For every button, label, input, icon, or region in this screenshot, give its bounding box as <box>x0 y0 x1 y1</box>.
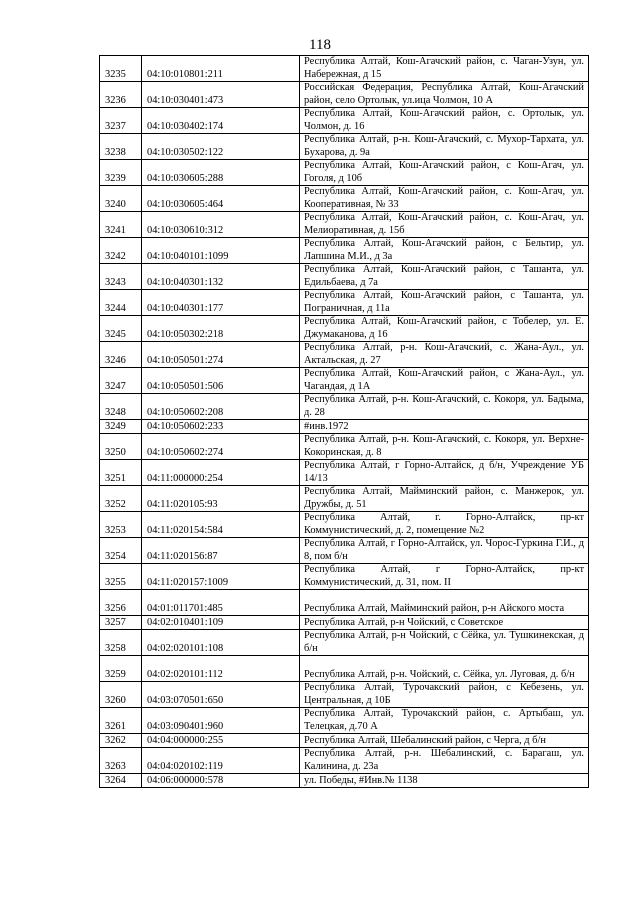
cadastral-number: 04:02:020101:112 <box>142 656 300 682</box>
row-number: 3248 <box>100 394 142 420</box>
table-row <box>100 682 589 708</box>
table-row <box>100 368 589 394</box>
row-number: 3250 <box>100 434 142 460</box>
row-number: 3260 <box>100 682 142 708</box>
address-cell: Республика Алтай, Майминский район, р-н Айского моста <box>300 590 589 616</box>
address-cell: Республика Алтай, р-н. Кош-Агачский, с. Мухор-Тархата, ул. Бухарова, д. 9а <box>300 134 589 160</box>
row-number: 3235 <box>100 56 142 82</box>
row-number: 3247 <box>100 368 142 394</box>
address-cell: Республика Алтай, Кош-Агачский район, с Жана-Аул., ул. Чагандая, д 1А <box>300 368 589 394</box>
cadastral-number: 04:10:050602:208 <box>142 394 300 420</box>
address-cell: ул. Победы, #Инв.№ 1138 <box>300 774 589 788</box>
row-number: 3251 <box>100 460 142 486</box>
row-number: 3258 <box>100 630 142 656</box>
row-number: 3246 <box>100 342 142 368</box>
cadastral-number: 04:10:030502:122 <box>142 134 300 160</box>
row-number: 3259 <box>100 656 142 682</box>
page-number: 118 <box>309 37 331 53</box>
cadastral-number: 04:10:040101:1099 <box>142 238 300 264</box>
address-cell: Республика Алтай, Кош-Агачский район, с Тобелер, ул. Е. Джумаканова, д 16 <box>300 316 589 342</box>
address-cell: Республика Алтай, Кош-Агачский район, с Кош-Агач, ул. Гоголя, д 10б <box>300 160 589 186</box>
address-cell: Республика Алтай, р-н. Кош-Агачский, с. Кокоря, ул. Бадыма, д. 28 <box>300 394 589 420</box>
cadastral-number: 04:01:011701:485 <box>142 590 300 616</box>
address-cell: Республика Алтай, г Горно-Алтайск, д б/н, Учреждение УБ 14/13 <box>300 460 589 486</box>
cadastral-number: 04:03:090401:960 <box>142 708 300 734</box>
table-row <box>100 538 589 564</box>
address-cell: Республика Алтай, р-н Чойский, с Сёйка, ул. Тушкинекская, д б/н <box>300 630 589 656</box>
cadastral-number: 04:11:020156:87 <box>142 538 300 564</box>
address-cell: Республика Алтай, р-н. Кош-Агачский, с. Жана-Аул., ул. Актальская, д. 27 <box>300 342 589 368</box>
table-row <box>100 420 589 434</box>
table-row <box>100 590 589 616</box>
row-number: 3253 <box>100 512 142 538</box>
address-cell: Республика Алтай, г Горно-Алтайск, пр-кт Коммунистический, д. 31, пом. II <box>300 564 589 590</box>
row-number: 3238 <box>100 134 142 160</box>
property-table-body <box>100 56 589 788</box>
row-number: 3255 <box>100 564 142 590</box>
address-cell: Республика Алтай, Шебалинский район, с Черга, д б/н <box>300 734 589 748</box>
cadastral-number: 04:02:020101:108 <box>142 630 300 656</box>
table-row <box>100 290 589 316</box>
row-number: 3263 <box>100 748 142 774</box>
row-number: 3249 <box>100 420 142 434</box>
cadastral-number: 04:11:020157:1009 <box>142 564 300 590</box>
cadastral-number: 04:11:000000:254 <box>142 460 300 486</box>
table-row <box>100 656 589 682</box>
address-cell: Республика Алтай, Кош-Агачский район, с. Кош-Агач, ул. Мелиоративная, д. 15б <box>300 212 589 238</box>
table-row <box>100 342 589 368</box>
table-row <box>100 564 589 590</box>
address-cell: Республика Алтай, Кош-Агачский район, с Бельтир, ул. Лапшина М.И., д 3а <box>300 238 589 264</box>
row-number: 3243 <box>100 264 142 290</box>
table-row <box>100 630 589 656</box>
row-number: 3237 <box>100 108 142 134</box>
cadastral-number: 04:10:050602:233 <box>142 420 300 434</box>
table-row <box>100 108 589 134</box>
row-number: 3236 <box>100 82 142 108</box>
table-row <box>100 134 589 160</box>
row-number: 3241 <box>100 212 142 238</box>
table-row <box>100 774 589 788</box>
cadastral-number: 04:10:040301:132 <box>142 264 300 290</box>
table-row <box>100 160 589 186</box>
cadastral-number: 04:11:020105:93 <box>142 486 300 512</box>
address-cell: Республика Алтай, Турочакский район, с. Артыбаш, ул. Телецкая, д.70 А <box>300 708 589 734</box>
row-number: 3264 <box>100 774 142 788</box>
row-number: 3245 <box>100 316 142 342</box>
cadastral-number: 04:04:000000:255 <box>142 734 300 748</box>
cadastral-number: 04:04:020102:119 <box>142 748 300 774</box>
property-table <box>99 55 589 788</box>
table-row <box>100 708 589 734</box>
table-row <box>100 734 589 748</box>
row-number: 3261 <box>100 708 142 734</box>
address-cell: Республика Алтай, р-н. Кош-Агачский, с. Кокоря, ул. Верхне-Кокоринская, д. 8 <box>300 434 589 460</box>
row-number: 3254 <box>100 538 142 564</box>
row-number: 3262 <box>100 734 142 748</box>
cadastral-number: 04:10:040301:177 <box>142 290 300 316</box>
row-number: 3240 <box>100 186 142 212</box>
row-number: 3256 <box>100 590 142 616</box>
address-cell: Республика Алтай, г. Горно-Алтайск, пр-кт Коммунистический, д. 2, помещение №2 <box>300 512 589 538</box>
row-number: 3257 <box>100 616 142 630</box>
table-row <box>100 238 589 264</box>
cadastral-number: 04:10:030401:473 <box>142 82 300 108</box>
address-cell: #инв.1972 <box>300 420 589 434</box>
table-row <box>100 434 589 460</box>
address-cell: Республика Алтай, Кош-Агачский район, с. Ортолык, ул. Чолмон, д. 16 <box>300 108 589 134</box>
address-cell: Республика Алтай, Майминский район, с. Манжерок, ул. Дружбы, д. 51 <box>300 486 589 512</box>
row-number: 3239 <box>100 160 142 186</box>
table-row <box>100 486 589 512</box>
table-row <box>100 394 589 420</box>
address-cell: Республика Алтай, Кош-Агачский район, с. Кош-Агач, ул. Кооперативная, № 33 <box>300 186 589 212</box>
address-cell: Республика Алтай, р-н. Шебалинский, с. Барагаш, ул. Калинина, д. 23а <box>300 748 589 774</box>
address-cell: Республика Алтай, Турочакский район, с Кебезень, ул. Центральная, д 10Б <box>300 682 589 708</box>
address-cell: Республика Алтай, Кош-Агачский район, с. Чаган-Узун, ул. Набережная, д 15 <box>300 56 589 82</box>
cadastral-number: 04:10:050501:506 <box>142 368 300 394</box>
table-row <box>100 316 589 342</box>
cadastral-number: 04:06:000000:578 <box>142 774 300 788</box>
address-cell: Российская Федерация, Республика Алтай, Кош-Агачский район, село Ортолык, ул.ица Чолмон, 10 А <box>300 82 589 108</box>
cadastral-number: 04:02:010401:109 <box>142 616 300 630</box>
cadastral-number: 04:10:050602:274 <box>142 434 300 460</box>
cadastral-number: 04:11:020154:584 <box>142 512 300 538</box>
cadastral-number: 04:10:050501:274 <box>142 342 300 368</box>
table-row <box>100 186 589 212</box>
cadastral-number: 04:10:010801:211 <box>142 56 300 82</box>
address-cell: Республика Алтай, г Горно-Алтайск, ул. Чорос-Гуркина Г.И., д 8, пом б/н <box>300 538 589 564</box>
cadastral-number: 04:03:070501:650 <box>142 682 300 708</box>
address-cell: Республика Алтай, р-н. Чойский, с. Сёйка, ул. Луговая, д. б/н <box>300 656 589 682</box>
table-row <box>100 616 589 630</box>
cadastral-number: 04:10:030605:288 <box>142 160 300 186</box>
table-row <box>100 264 589 290</box>
cadastral-number: 04:10:030610:312 <box>142 212 300 238</box>
table-row <box>100 82 589 108</box>
table-row <box>100 748 589 774</box>
table-row <box>100 512 589 538</box>
cadastral-number: 04:10:050302:218 <box>142 316 300 342</box>
address-cell: Республика Алтай, р-н Чойский, с Советское <box>300 616 589 630</box>
row-number: 3244 <box>100 290 142 316</box>
address-cell: Республика Алтай, Кош-Агачский район, с Ташанта, ул. Едильбаева, д 7а <box>300 264 589 290</box>
table-row <box>100 212 589 238</box>
table-row <box>100 460 589 486</box>
address-cell: Республика Алтай, Кош-Агачский район, с Ташанта, ул. Пограничная, д 11а <box>300 290 589 316</box>
row-number: 3252 <box>100 486 142 512</box>
cadastral-number: 04:10:030402:174 <box>142 108 300 134</box>
table-row <box>100 56 589 82</box>
cadastral-number: 04:10:030605:464 <box>142 186 300 212</box>
row-number: 3242 <box>100 238 142 264</box>
